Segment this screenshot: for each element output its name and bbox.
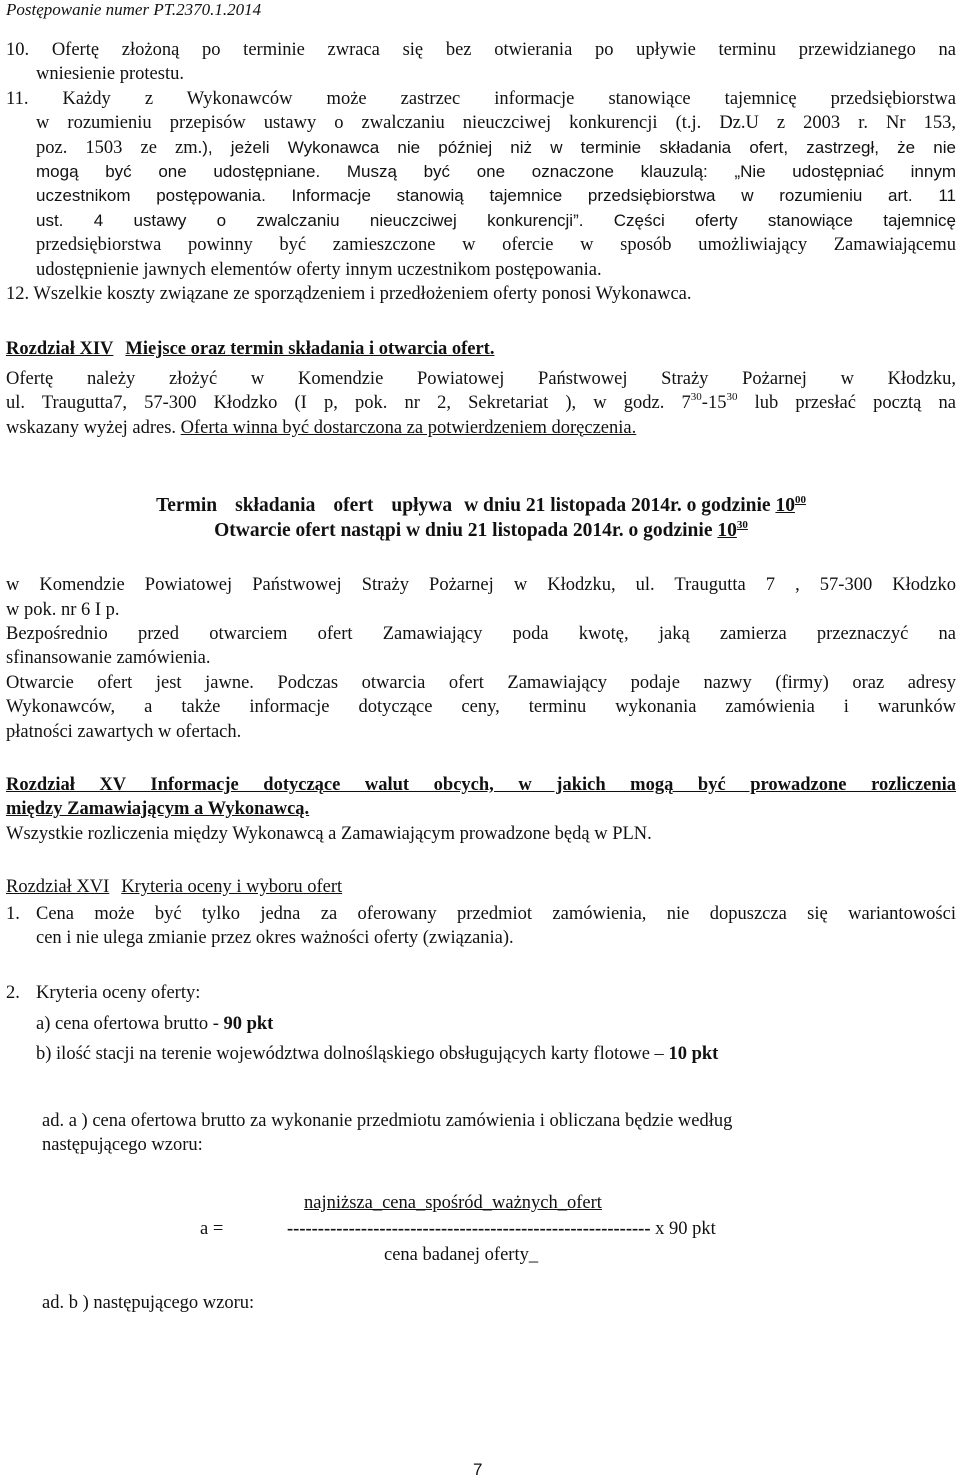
chapter-14-number: Rozdział XIV	[6, 339, 114, 360]
p11-line7: przedsiębiorstwa powinny być zamieszczone w ofercie w sposób umożliwiający Zamawiającemu	[36, 235, 956, 256]
hour-to-superscript: 30	[726, 391, 738, 404]
opening-amount-line1: Bezpośrednio przed otwarciem ofert Zamawiający poda kwotę, jaką zamierza przeznaczyć na	[6, 623, 956, 644]
item-1-number: 1.	[6, 903, 20, 924]
criterion-b	[6, 1042, 956, 1066]
term-date: w dniu 21 listopada 2014r. o godzinie	[464, 495, 776, 517]
p11-line2: w rozumieniu przepisów ustawy o zwalczaniu nieuczciwej konkurencji (t.j. Dz.U z 2003 r. Nr 153,	[36, 113, 956, 134]
item-2-number: 2.	[6, 983, 20, 1004]
formula-multiplier: x 90 pkt	[650, 1219, 716, 1240]
ad-a-line2: następującego wzoru:	[42, 1135, 203, 1155]
p11-line3-b: ), jeżeli Wykonawca nie później niż w terminie składania ofert, zastrzegł, że nie	[202, 137, 956, 157]
item-2-text: Kryteria oceny oferty:	[36, 983, 201, 1004]
term-hour: 10	[775, 495, 795, 517]
opening-public-line3: płatności zawartych w ofertach.	[6, 721, 242, 742]
chapter-14-title: Miejsce oraz termin składania i otwarcia ofert.	[125, 339, 495, 360]
opening-public-line2: Wykonawców, a także informacje dotyczące ceny, terminu wykonania zamówienia i warunków	[6, 697, 956, 718]
page-number: 7	[473, 1460, 483, 1479]
chapter-16-title: Kryteria oceny i wyboru ofert	[121, 877, 343, 898]
criterion-a-text: a) cena ofertowa brutto -	[36, 1013, 224, 1034]
p12: 12. Wszelkie koszty związane ze sporządzeniem i przedłożeniem oferty ponosi Wykonawca.	[6, 284, 692, 305]
chapter-14-line3	[6, 416, 956, 440]
price-formula	[6, 1191, 956, 1291]
p11-line8: udostępnienie jawnych elementów oferty innym uczestnikom postępowania.	[36, 259, 602, 280]
opening-location-line1: w Komendzie Powiatowej Państwowej Straży Pożarnej w Kłodzku, ul. Traugutta 7 , 57-300 Kłodzko	[6, 575, 956, 596]
opening-amount-line2: sfinansowanie zamówienia.	[6, 648, 211, 669]
p11-line3	[6, 136, 956, 160]
chapter-14-line1: Ofertę należy złożyć w Komendzie Powiatowej Państwowej Straży Pożarnej w Kłodzku,	[6, 368, 956, 389]
chapter-14-line2-b: -15	[701, 393, 727, 414]
criterion-a	[6, 1012, 956, 1036]
chapter-15-text: Wszystkie rozliczenia między Wykonawcą a Zamawiającym prowadzone będą w PLN.	[6, 823, 652, 844]
term-minutes: 00	[794, 494, 806, 507]
chapter-14-heading	[6, 337, 956, 361]
p11-line3-a: poz. 1503 ze zm.	[36, 137, 203, 158]
chapter-16-number: Rozdział XVI	[6, 877, 110, 898]
opening-minutes: 30	[736, 519, 748, 532]
criterion-b-points: 10 pkt	[668, 1044, 719, 1065]
document-body	[6, 38, 956, 1316]
formula-dashes: -----------------------------------------------------------	[287, 1219, 651, 1240]
criteria-item-1-line1	[6, 902, 956, 926]
chapter-14-line2	[6, 391, 956, 415]
chapter-15-heading-line2: między Zamawiającym a Wykonawcą.	[6, 799, 310, 820]
ad-a-line1: ad. a ) cena ofertowa brutto za wykonanie przedmiotu zamówienia i obliczana będzie według	[42, 1110, 733, 1131]
opening-hour: 10	[717, 520, 737, 542]
criteria-item-2	[6, 981, 956, 1005]
chapter-14-line2-c: lub przesłać pocztą na	[737, 393, 956, 414]
opening-location-line2: w pok. nr 6 I p.	[6, 599, 120, 620]
page-header: Postępowanie numer PT.2370.1.2014	[6, 0, 262, 19]
formula-denominator: cena badanej oferty_	[384, 1245, 539, 1266]
p11-line1: 11. Każdy z Wykonawców może zastrzec informacje stanowiące tajemnicę przedsiębiorstwa	[6, 88, 956, 109]
criterion-b-text: b) ilość stacji na terenie województwa dolnośląskiego obsługujących karty flotowe –	[36, 1044, 669, 1065]
formula-fraction-bar	[287, 1217, 716, 1241]
ad-b: ad. b ) następującego wzoru:	[42, 1293, 255, 1314]
formula-lhs: a =	[200, 1219, 224, 1240]
deadline-block	[6, 493, 956, 543]
criteria-item-1-line2: cen i nie ulega zmianie przez okres ważności oferty (związania).	[36, 927, 514, 948]
p11-line5: uczestnikom postępowania. Informacje stanowią tajemnice przedsiębiorstwa w rozumieniu art. 11	[36, 186, 956, 206]
term-word-1: Termin	[156, 495, 218, 517]
formula-numerator: najniższa_cena_spośród_ważnych_ofert	[304, 1193, 602, 1214]
p10-line2: wniesienie protestu.	[36, 64, 184, 85]
chapter-14-line3-a: wskazany wyżej adres.	[6, 417, 177, 438]
submission-deadline	[6, 493, 956, 518]
chapter-16-heading	[6, 875, 956, 899]
p10-line1: 10. Ofertę złożoną po terminie zwraca się bez otwierania po upływie terminu przewidzianego na	[6, 40, 956, 60]
item-1-text: Cena może być tylko jedna za oferowany przedmiot zamówienia, nie dopuszcza się wariantowości	[36, 903, 956, 924]
term-word-2: składania	[235, 495, 316, 517]
chapter-14-line2-a: ul. Traugutta7, 57-300 Kłodzko (I p, pok. nr 2, Sekretariat ), w godz. 7	[6, 393, 691, 414]
p11-line4: mogą być one udostępniane. Muszą być one oznaczone klauzulą: „Nie udostępniać innym	[36, 162, 956, 182]
opening-date-text: Otwarcie ofert nastąpi w dniu 21 listopada 2014r. o godzinie	[214, 520, 718, 542]
p11-line6: ust. 4 ustawy o zwalczaniu nieuczciwej konkurencji”. Części oferty stanowiące tajemnicę	[36, 210, 956, 230]
criterion-a-points: 90 pkt	[223, 1013, 274, 1034]
opening-public-line1: Otwarcie ofert jest jawne. Podczas otwarcia ofert Zamawiający podaje nazwy (firmy) oraz adresy	[6, 672, 956, 693]
term-word-4: upływa	[391, 495, 453, 517]
delivery-confirmation-note: Oferta winna być dostarczona za potwierdzeniem doręczenia.	[180, 417, 637, 438]
hour-from-superscript: 30	[690, 391, 702, 404]
chapter-15-heading-line1: Rozdział XV Informacje dotyczące walut obcych, w jakich mogą być prowadzone rozliczenia	[6, 774, 956, 795]
term-word-3: ofert	[333, 495, 374, 517]
opening-date	[6, 518, 956, 543]
